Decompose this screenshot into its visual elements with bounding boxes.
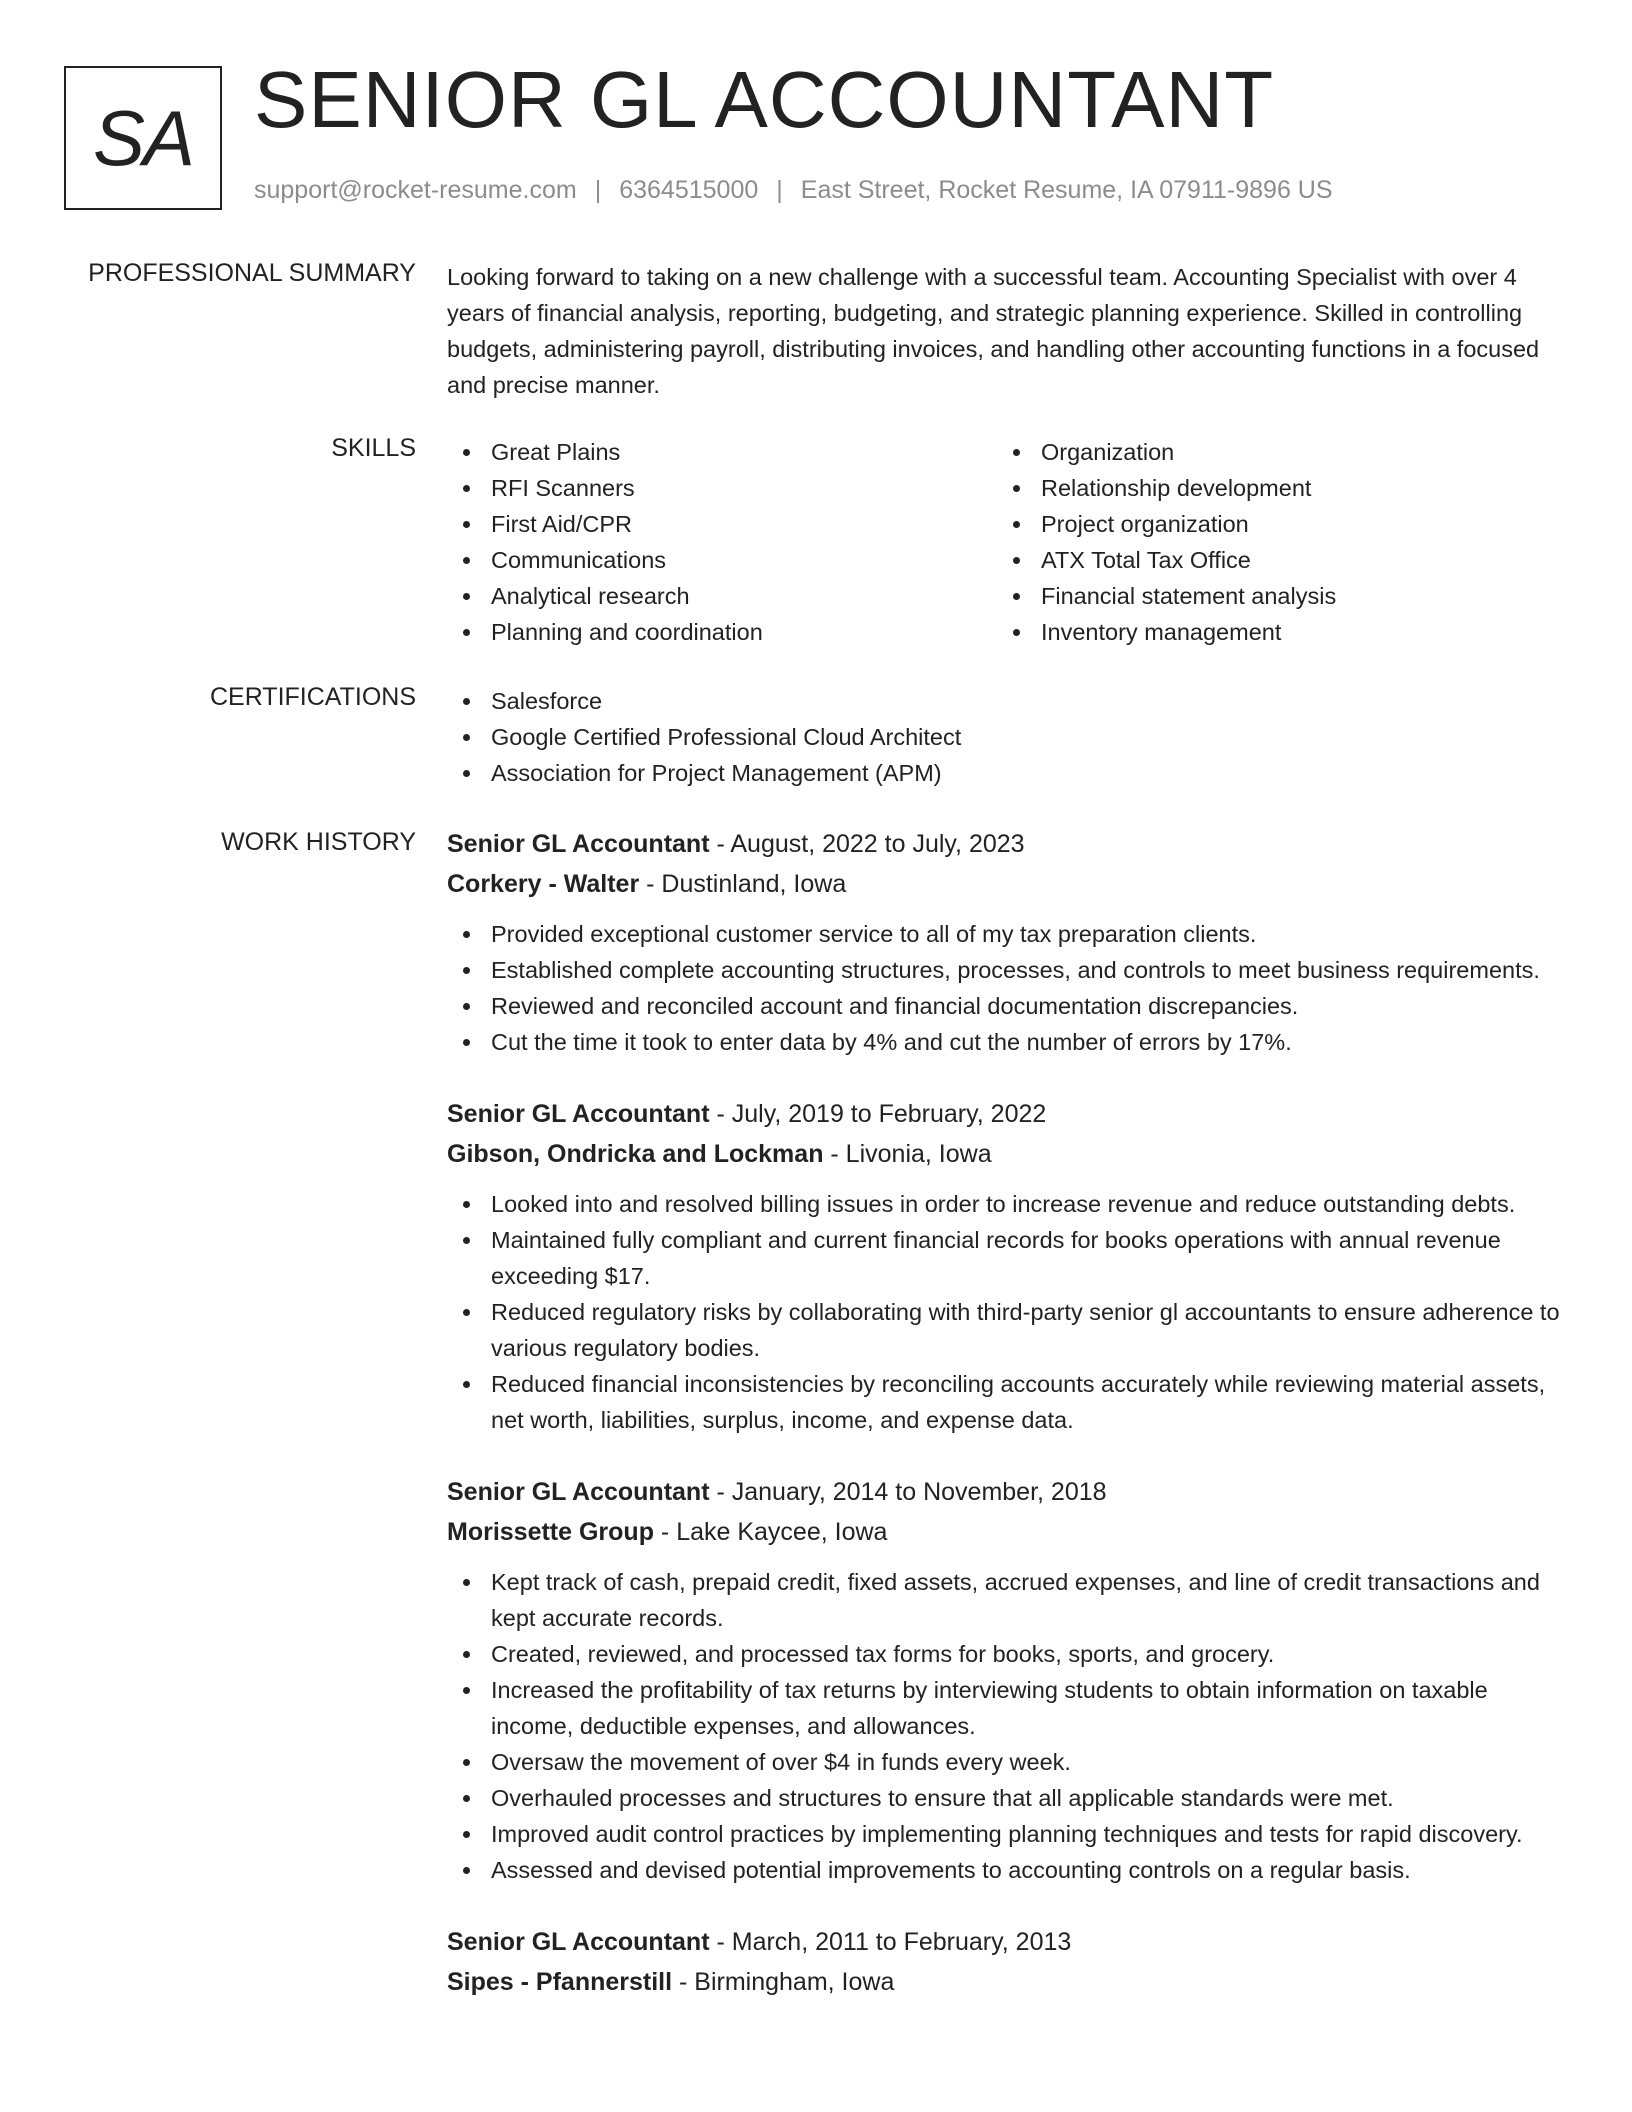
skill-item: Financial statement analysis — [997, 578, 1547, 614]
job-bullet: Oversaw the movement of over $4 in funds every week. — [447, 1744, 1567, 1780]
skills-list-left — [447, 434, 997, 650]
skill-item: ATX Total Tax Office — [997, 542, 1547, 578]
job-bullet: Reviewed and reconciled account and financial documentation discrepancies. — [447, 988, 1567, 1024]
job-company: Corkery - Walter — [447, 870, 640, 898]
job-bullet: Established complete accounting structures, processes, and controls to meet business requirements. — [447, 952, 1567, 988]
section-label-certifications: CERTIFICATIONS — [209, 683, 416, 711]
skill-item: Great Plains — [447, 434, 997, 470]
job-title-line — [447, 824, 1567, 864]
job-company-line — [447, 864, 1567, 904]
certifications-list — [447, 683, 1567, 791]
job-bullet: Created, reviewed, and processed tax forms for books, sports, and grocery. — [447, 1636, 1567, 1672]
job-title: Senior GL Accountant — [447, 1100, 710, 1128]
job-entry — [447, 824, 1567, 1060]
job-dates: - August, 2022 to July, 2023 — [709, 830, 1025, 858]
contact-email: support@rocket-resume.com — [254, 176, 577, 204]
summary-text: Looking forward to taking on a new challenge with a successful team. Accounting Specialist with over 4 years of financial analysis, reporting, budgeting, and strategic planning experience. Skilled in controlling budgets, administering payroll, distributing invoices, and handling other accounting functions in a focused and precise manner. — [447, 264, 1540, 398]
job-location: - Lake Kaycee, Iowa — [653, 1518, 888, 1546]
job-title-line — [447, 1922, 1567, 1962]
job-bullet: Improved audit control practices by implementing planning techniques and tests for rapid discovery. — [447, 1816, 1567, 1852]
monogram-initials: SA — [92, 93, 194, 182]
job-bullet: Reduced financial inconsistencies by reconciling accounts accurately while reviewing material assets, net worth, liabilities, surplus, income, and expense data. — [447, 1366, 1567, 1438]
skill-item: RFI Scanners — [447, 470, 997, 506]
job-company: Morissette Group — [447, 1518, 654, 1546]
skill-item: Analytical research — [447, 578, 997, 614]
contact-separator: | — [594, 176, 602, 204]
certification-item: Association for Project Management (APM) — [447, 755, 1567, 791]
section-label-skills: SKILLS — [331, 434, 416, 462]
job-dates: - January, 2014 to November, 2018 — [709, 1478, 1107, 1506]
skill-item: Inventory management — [997, 614, 1547, 650]
resume-title: SENIOR GL ACCOUNTANT — [254, 55, 1275, 144]
job-bullets — [447, 1564, 1567, 1888]
skill-item: Planning and coordination — [447, 614, 997, 650]
job-bullets — [447, 1186, 1567, 1438]
job-company-line — [447, 1512, 1567, 1552]
job-company-line — [447, 1134, 1567, 1174]
contact-phone: 6364515000 — [619, 176, 759, 204]
job-company: Sipes - Pfannerstill — [447, 1968, 673, 1996]
contact-separator: | — [776, 176, 783, 204]
job-company-line — [447, 1962, 1567, 2002]
certification-item: Salesforce — [447, 683, 1567, 719]
job-location: - Livonia, Iowa — [823, 1140, 992, 1168]
job-bullet: Kept track of cash, prepaid credit, fixed assets, accrued expenses, and line of credit transactions and kept accurate records. — [447, 1564, 1567, 1636]
job-entry — [447, 1094, 1567, 1438]
job-location: - Birmingham, Iowa — [672, 1968, 895, 1996]
skill-item: First Aid/CPR — [447, 506, 997, 542]
job-bullet: Reduced regulatory risks by collaborating with third-party senior gl accountants to ensure adherence to various regulatory bodies. — [447, 1294, 1567, 1366]
job-bullets — [447, 916, 1567, 1060]
skill-item: Project organization — [997, 506, 1547, 542]
job-location: - Dustinland, Iowa — [639, 870, 847, 898]
job-title: Senior GL Accountant — [447, 830, 710, 858]
job-title: Senior GL Accountant — [447, 1478, 710, 1506]
job-title: Senior GL Accountant — [447, 1928, 710, 1956]
job-bullet: Overhauled processes and structures to ensure that all applicable standards were met. — [447, 1780, 1567, 1816]
section-label-work-history: WORK HISTORY — [221, 828, 416, 856]
job-title-line — [447, 1472, 1567, 1512]
skill-item: Communications — [447, 542, 997, 578]
job-bullet: Increased the profitability of tax returns by interviewing students to obtain information on taxable income, deductible expenses, and allowances. — [447, 1672, 1567, 1744]
job-bullet: Looked into and resolved billing issues in order to increase revenue and reduce outstanding debts. — [447, 1186, 1567, 1222]
section-label-summary: PROFESSIONAL SUMMARY — [88, 259, 416, 287]
contact-address: East Street, Rocket Resume, IA 07911-9896 US — [800, 176, 1333, 204]
job-bullet: Cut the time it took to enter data by 4% and cut the number of errors by 17%. — [447, 1024, 1567, 1060]
certification-item: Google Certified Professional Cloud Architect — [447, 719, 1567, 755]
job-company: Gibson, Ondricka and Lockman — [447, 1140, 824, 1168]
contact-line — [254, 176, 1333, 205]
skill-item: Relationship development — [997, 470, 1547, 506]
job-bullet: Provided exceptional customer service to all of my tax preparation clients. — [447, 916, 1567, 952]
job-dates: - March, 2011 to February, 2013 — [709, 1928, 1072, 1956]
job-bullet: Maintained fully compliant and current financial records for books operations with annual revenue exceeding $17. — [447, 1222, 1567, 1294]
job-entry — [447, 1922, 1567, 2002]
skills-list-right — [997, 434, 1547, 650]
monogram-box — [64, 66, 222, 210]
job-bullet: Assessed and devised potential improvements to accounting controls on a regular basis. — [447, 1852, 1567, 1888]
job-title-line — [447, 1094, 1567, 1134]
job-dates: - July, 2019 to February, 2022 — [709, 1100, 1047, 1128]
job-entry — [447, 1472, 1567, 1888]
skill-item: Organization — [997, 434, 1547, 470]
